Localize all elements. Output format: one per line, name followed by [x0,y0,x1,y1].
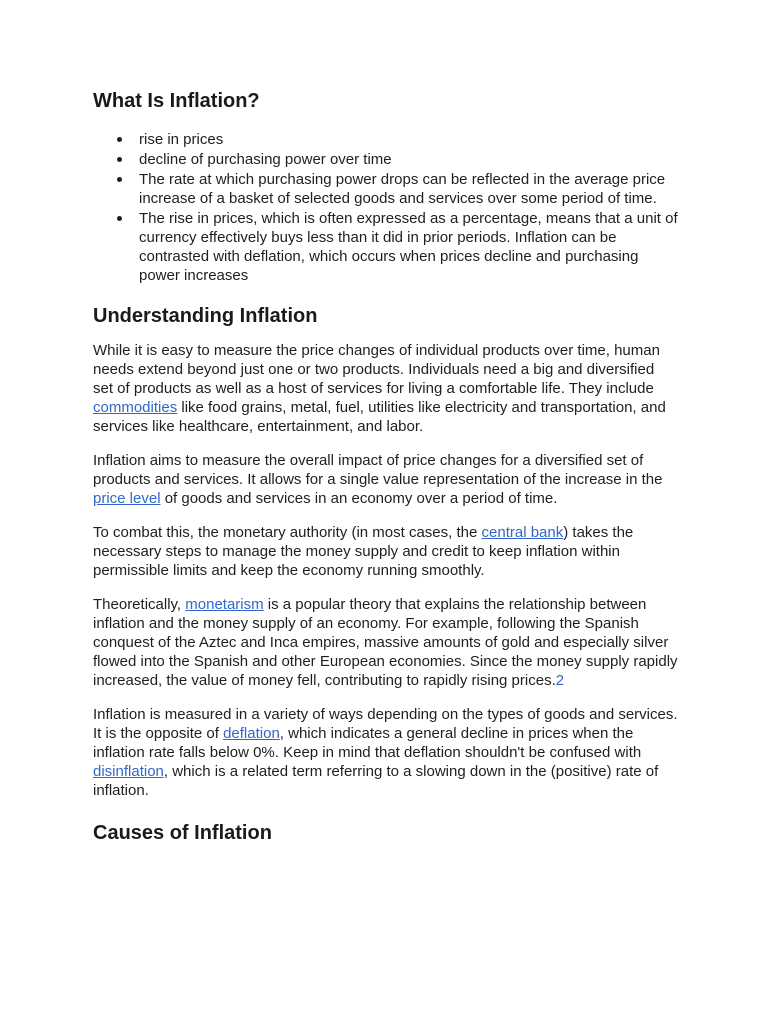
heading-causes-of-inflation: Causes of Inflation [93,822,272,844]
paragraph-text: Inflation is measured in a variety of ways depending on the types of goods and services. It is the opposite of [93,706,678,742]
bullet-item [139,150,678,169]
bullet-text: rise in prices [139,131,224,148]
bullet-dot-icon [117,216,122,221]
paragraph-text: Inflation aims to measure the overall impact of price changes for a diversified set of products and services. It allows for a single value representation of the increase in the [93,452,663,488]
bullet-item [139,209,678,285]
link-deflation[interactable]: deflation [223,725,280,742]
link-price-level[interactable]: price level [93,490,161,507]
heading-understanding-inflation: Understanding Inflation [93,305,318,327]
paragraph-text: , which indicates a general decline in prices when the inflation rate falls below 0%. Keep in mind that deflation shouldn't be confused with [93,725,642,761]
bullet-text: decline of purchasing power over time [139,151,392,168]
link-monetarism[interactable]: monetarism [185,596,264,613]
paragraph-text: is a popular theory that explains the relationship between inflation and the money supply of an economy. For example, following the Spanish conquest of the Aztec and Inca empires, massive amounts of gold and especially silver flowed into the Spanish and other European economies. Since the money supply rapidly increased, the value of money fell, contributing to rapidly rising prices. [93,596,678,689]
paragraph-monetarism [93,595,678,690]
bullet-dot-icon [117,137,122,142]
bullet-text: The rate at which purchasing power drops can be reflected in the average price increase of a basket of selected goods and services over some period of time. [139,171,666,207]
bullet-dot-icon [117,177,122,182]
bullet-list [93,130,678,285]
link-commodities[interactable]: commodities [93,399,178,416]
paragraph-central-bank [93,523,678,580]
paragraph-text: To combat this, the monetary authority (in most cases, the [93,524,482,541]
paragraph-price-level [93,451,678,508]
paragraph-text: of goods and services in an economy over a period of time. [160,490,558,507]
link-disinflation[interactable]: disinflation [93,763,164,780]
link-central-bank[interactable]: central bank [481,524,564,541]
paragraph-text: like food grains, metal, fuel, utilities like electricity and transportation, and services like healthcare, entertainment, and labor. [93,399,666,435]
bullet-text: The rise in prices, which is often expressed as a percentage, means that a unit of currency effectively buys less than it did in prior periods. Inflation can be contrasted with deflation, which occurs when prices decline and purchasing power increases [139,210,678,284]
paragraph-text: , which is a related term referring to a slowing down in the (positive) rate of inflation. [93,763,659,799]
bullet-item [139,130,678,149]
bullet-item [139,170,678,208]
bullet-dot-icon [117,157,122,162]
heading-what-is-inflation: What Is Inflation? [93,90,260,112]
paragraph-text: While it is easy to measure the price changes of individual products over time, human needs extend beyond just one or two products. Individuals need a big and diversified set of products as well as a host of services for living a comfortable life. They include [93,342,660,397]
paragraph-text: Theoretically, [93,596,186,613]
paragraph-commodities [93,341,678,436]
paragraph-deflation [93,705,678,800]
reference-link[interactable]: 2 [555,672,565,689]
paragraph-text: ) takes the necessary steps to manage the money supply and credit to keep inflation within permissible limits and keep the economy running smoothly. [93,524,634,579]
